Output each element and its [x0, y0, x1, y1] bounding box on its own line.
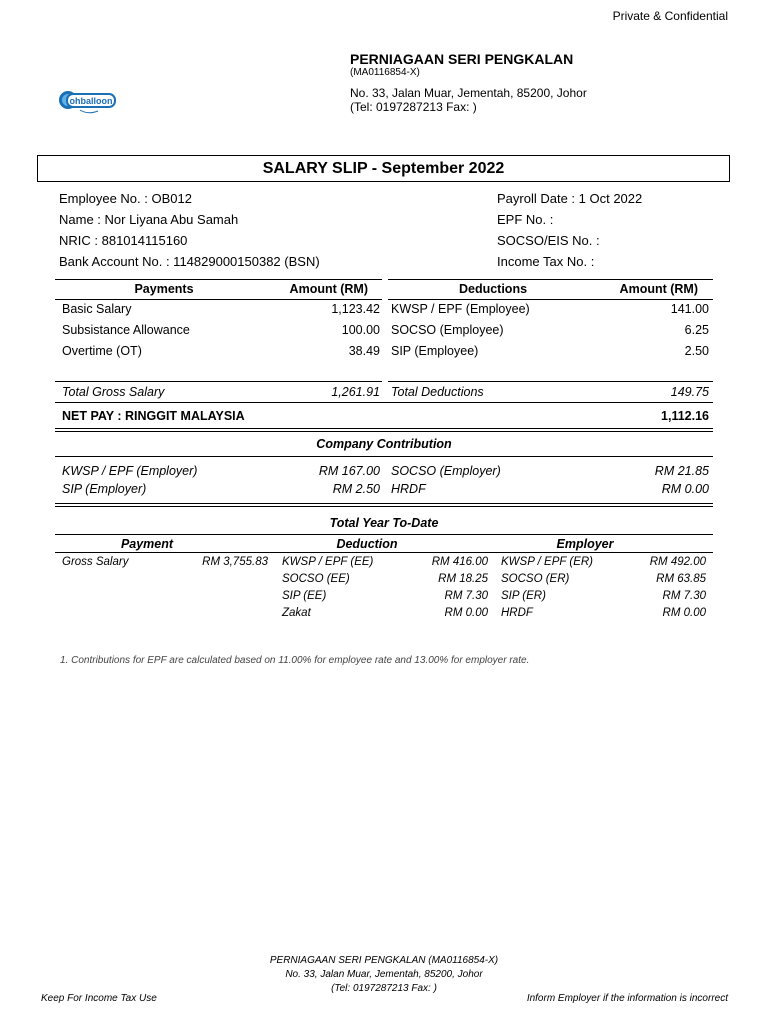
contribution-label: HRDF [391, 482, 426, 496]
ytd-payment-amount: RM 3,755.83 [202, 556, 268, 568]
ytd-title: Total Year To-Date [329, 516, 439, 530]
net-pay-label: NET PAY : RINGGIT MALAYSIA [62, 409, 245, 423]
deduction-label: SIP (Employee) [391, 344, 479, 358]
divider [55, 503, 713, 504]
logo-text: ohballoon [69, 96, 113, 106]
company-contribution-title: Company Contribution [316, 437, 452, 451]
ytd-employer-label: SIP (ER) [501, 590, 546, 602]
total-gross-amount: 1,261.91 [331, 385, 380, 399]
divider [55, 552, 713, 553]
contribution-amount: RM 21.85 [654, 464, 709, 478]
deduction-amount: 141.00 [670, 302, 709, 316]
total-deductions-amount: 149.75 [670, 385, 709, 399]
ytd-payment-label: Gross Salary [62, 556, 129, 568]
slip-title: SALARY SLIP - September 2022 [37, 155, 730, 182]
ytd-deduction-label: Zakat [282, 607, 311, 619]
payment-label: Subsistance Allowance [62, 323, 190, 337]
contribution-label: KWSP / EPF (Employer) [62, 464, 198, 478]
ytd-deduction-amount: RM 18.25 [438, 573, 488, 585]
divider [388, 381, 713, 382]
company-name: PERNIAGAAN SERI PENGKALAN [350, 51, 574, 67]
footer-left-note: Keep For Income Tax Use [41, 993, 157, 1004]
employee-bank: Bank Account No. : 114829000150382 (BSN) [59, 254, 320, 269]
payment-amount: 1,123.42 [331, 302, 380, 316]
company-tel: (Tel: 0197287213 Fax: ) [350, 100, 477, 114]
payment-amount: 38.49 [348, 344, 380, 358]
net-pay-amount: 1,112.16 [661, 409, 709, 423]
divider [55, 428, 713, 429]
payroll-date: Payroll Date : 1 Oct 2022 [497, 191, 643, 206]
deductions-header: Deductions [458, 282, 528, 296]
divider [55, 381, 382, 382]
divider [55, 456, 713, 457]
footer-address: No. 33, Jalan Muar, Jementah, 85200, Johor [285, 969, 483, 980]
total-deductions-label: Total Deductions [391, 385, 484, 399]
divider [55, 431, 713, 432]
payment-label: Basic Salary [62, 302, 132, 316]
epf-no: EPF No. : [497, 212, 554, 227]
epf-note: 1. Contributions for EPF are calculated based on 11.00% for employee rate and 13.00% for employer rate. [60, 655, 530, 666]
ytd-deduction-amount: RM 7.30 [444, 590, 488, 602]
ytd-employer-amount: RM 0.00 [662, 607, 706, 619]
tax-no: Income Tax No. : [497, 254, 595, 269]
divider [388, 299, 713, 300]
deduction-amount: 6.25 [684, 323, 709, 337]
ytd-deduction-label: SOCSO (EE) [282, 573, 350, 585]
ytd-employer-label: HRDF [501, 607, 533, 619]
payment-amount: 100.00 [341, 323, 380, 337]
footer-right-note: Inform Employer if the information is incorrect [526, 993, 728, 1004]
contribution-amount: RM 0.00 [661, 482, 709, 496]
ytd-deduction-label: KWSP / EPF (EE) [282, 556, 374, 568]
ytd-employer-amount: RM 7.30 [662, 590, 706, 602]
ytd-payment-header: Payment [120, 537, 174, 551]
confidential-label: Private & Confidential [612, 9, 728, 23]
deduction-amount: 2.50 [684, 344, 709, 358]
socso-no: SOCSO/EIS No. : [497, 233, 600, 248]
deduction-label: SOCSO (Employee) [391, 323, 504, 337]
payments-header: Payments [134, 282, 194, 296]
company-reg: (MA0116854-X) [350, 67, 420, 78]
company-logo [58, 87, 120, 117]
contribution-amount: RM 2.50 [332, 482, 380, 496]
divider [55, 534, 713, 535]
employee-nric: NRIC : 881014115160 [59, 233, 188, 248]
ytd-deduction-header: Deduction [336, 537, 398, 551]
divider [388, 279, 713, 280]
ytd-employer-header: Employer [556, 537, 614, 551]
contribution-label: SOCSO (Employer) [391, 464, 501, 478]
ytd-deduction-label: SIP (EE) [282, 590, 327, 602]
company-address: No. 33, Jalan Muar, Jementah, 85200, Johor [350, 86, 587, 100]
ytd-employer-label: KWSP / EPF (ER) [501, 556, 594, 568]
employee-no: Employee No. : OB012 [59, 191, 192, 206]
divider [55, 299, 382, 300]
employee-name: Name : Nor Liyana Abu Samah [59, 212, 239, 227]
payments-amount-header: Amount (RM) [289, 282, 368, 296]
contribution-label: SIP (Employer) [62, 482, 147, 496]
ytd-employer-amount: RM 492.00 [649, 556, 706, 568]
ytd-employer-label: SOCSO (ER) [501, 573, 570, 585]
footer-tel: (Tel: 0197287213 Fax: ) [331, 983, 437, 994]
ytd-employer-amount: RM 63.85 [656, 573, 706, 585]
divider [55, 506, 713, 507]
payment-label: Overtime (OT) [62, 344, 142, 358]
divider [55, 402, 713, 403]
deduction-label: KWSP / EPF (Employee) [391, 302, 530, 316]
total-gross-label: Total Gross Salary [62, 385, 165, 399]
ytd-deduction-amount: RM 416.00 [431, 556, 488, 568]
contribution-amount: RM 167.00 [318, 464, 380, 478]
deductions-amount-header: Amount (RM) [619, 282, 698, 296]
ytd-deduction-amount: RM 0.00 [444, 607, 488, 619]
footer-company: PERNIAGAAN SERI PENGKALAN (MA0116854-X) [269, 955, 499, 966]
divider [55, 279, 382, 280]
